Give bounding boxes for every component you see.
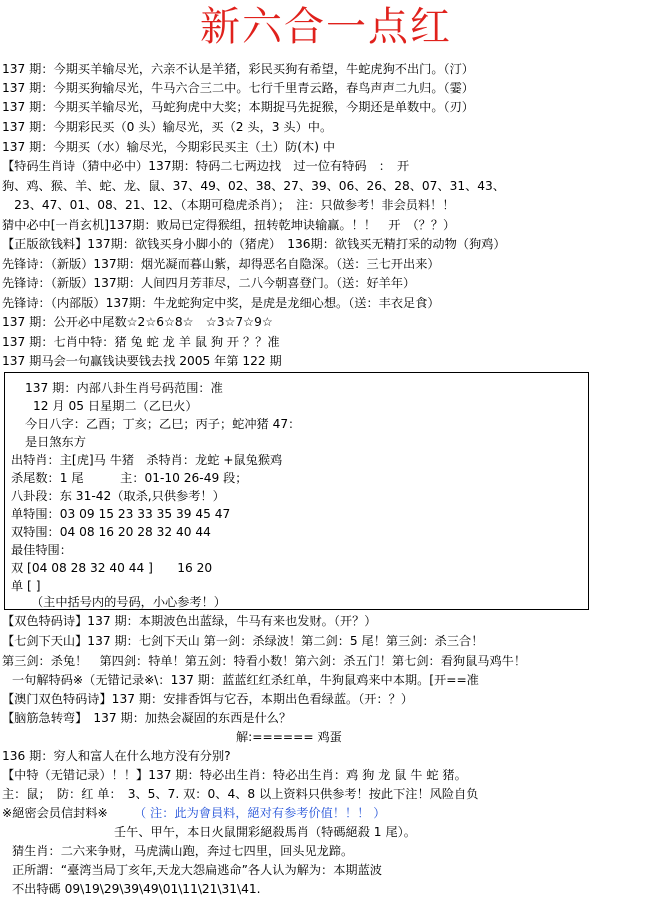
text-line: 【七剑下天山】137 期：七剑下天山 第一剑：杀绿波！第二剑：5 尾！第三剑：杀三合！ (2, 634, 484, 648)
box-line: 杀尾数：1 尾 主：01-10 26-49 段； (11, 471, 248, 485)
text-line: 137 期：今期买狗输尽光，牛马六合三二中。七行千里青云路，春鸟声声二九归。（霎） (2, 81, 474, 95)
text-line: 【双色特码诗】137 期：本期波色出蓝绿，牛马有来也发财。（开？） (2, 614, 377, 628)
box-line: 137 期：内部八卦生肖号码范围：准 (25, 381, 223, 395)
text-line: 137 期：七肖中特：猪 兔 蛇 龙 羊 鼠 狗 开 ？？准 (2, 335, 280, 349)
box-line: 双 [04 08 28 32 40 44 ] 16 20 (11, 561, 213, 575)
text-line: 正所謂：“臺湾当局丁亥年,天龙大怨扁逃命”各人认为解为：本期蓝波 (12, 863, 382, 877)
text-line: 137 期马会一句赢钱诀要钱去找 2005 年第 122 期 (2, 354, 282, 368)
box-line: （主中括号内的号码，小心参考！） (31, 595, 226, 609)
text-line: 先锋诗：（内部版）137期：牛龙蛇狗定中奖，是虎是龙细心想。（送：丰衣足食） (2, 296, 440, 310)
text-line: 【澳门双色特码诗】137 期：安排香饵与它吞，本期出色看绿蓝。（开：？） (2, 692, 414, 706)
text-line: 137 期：今期买羊输尽光，六亲不认是羊猪，彩民买狗有希望，牛蛇虎狗不出门。（汀） (2, 62, 474, 76)
text-line: 【特码生肖诗（猜中必中）137期：特码二七两边找 过一位有特码 ： 开 (2, 159, 410, 173)
text-line: 137 期：公开必中尾数☆2☆6☆8☆ ☆3☆7☆9☆ (2, 315, 273, 329)
text-line: 猜生肖：二六来争财，马虎满山跑，奔过七四里，回头见龙蹄。 (12, 844, 354, 858)
box-line: 是日煞东方 (25, 435, 86, 449)
box-line: 八卦段：东 31-42（取杀,只供参考！） (11, 489, 225, 503)
text-line: 主：鼠； 防：红 单： 3、5、7. 双：0、4、8 以上资料只供参考！按此下注！风险自负 (2, 787, 479, 801)
riddle-answer: 解:====== 鸡蛋 (236, 730, 342, 744)
page-title: 新六合一点红 (200, 4, 452, 50)
text-line: 狗、鸡、猴、羊、蛇、龙、鼠、37、49、02、38、27、39、06、26、28、07、31、43、 (2, 179, 505, 193)
member-note: （ 注：此为會員料，絕对有参考价值！！！ ） (134, 806, 386, 820)
text-line: 不出特碼 09\19\29\39\49\01\11\21\31\41. (12, 882, 261, 896)
box-line: 双特围：04 08 16 20 28 32 40 44 (11, 525, 211, 539)
bagua-info-box (4, 372, 589, 610)
box-line: 出特肖：主[虎]马 牛猪 杀特肖：龙蛇 +鼠兔猴鸡 (11, 453, 283, 467)
text-line: 【脑筋急转弯】 137 期：加热会凝固的东西是什么？ (2, 711, 292, 725)
text-line: 23、47、01、08、21、12、（本期可稳虎杀肖）； 注：只做参考！非会员料！！ (2, 198, 455, 212)
text-line: 猜中必中[一肖玄机]137期：败局已定得猴组，扭转乾坤诀输赢。！！ 开 （？？） (2, 218, 456, 232)
box-line: 单 [ ] (11, 579, 41, 593)
text-line: 第三剑：杀兔！ 第四剑：特单！第五剑：特看小数！第六剑：杀五门！第七剑：看狗鼠马鸡牛！ (2, 654, 527, 668)
text-line: 137 期：今期买羊输尽光，马蛇狗虎中大奖；本期捉马先捉猴，今期还是单数中。（刃） (2, 100, 474, 114)
box-line: 12 月 05 日星期二（乙巳火） (33, 399, 198, 413)
box-line: 单特围：03 09 15 23 33 35 39 45 47 (11, 507, 231, 521)
box-line: 今日八字：乙酉；丁亥；乙巳；丙子；蛇冲猪 47： (25, 417, 301, 431)
box-line: 最佳特围： (11, 543, 72, 557)
text-line: 壬午、甲午，本日火鼠開彩絕殺馬肖（特碼絕殺 1 尾）。 (114, 825, 416, 839)
text-line: 137 期：今期买（水）输尽光，今期彩民买主（土）防(木) 中 (2, 140, 336, 154)
text-line: 136 期：穷人和富人在什么地方没有分别? (2, 749, 231, 763)
text-line: 137 期：今期彩民买（0 头）输尽光，买（2 头，3 头）中。 (2, 120, 333, 134)
text-line: 先锋诗：（新版）137期：人间四月芳菲尽，二八今朝喜登门。（送：好羊年） (2, 276, 416, 290)
text-line: 【中特（无错记录）！！】137 期：特必出生肖：特必出生肖：鸡 狗 龙 鼠 牛 蛇 猪。 (2, 768, 467, 782)
member-note-label: ※絕密会员信封料※ (2, 806, 108, 820)
text-line: 一句解特码※（无错记录※\：137 期：蓝蓝红红杀红单，牛狗鼠鸡来中本期。[开==准 (12, 673, 479, 687)
text-line: 先锋诗：（新版）137期：烟光凝而暮山紫，却得恶名自隐深。（送：三七开出来） (2, 257, 440, 271)
text-line: 【正版欲钱料】137期：欲钱买身小脚小的（猪虎） 136期：欲钱买无精打采的动物（狗鸡） (2, 237, 506, 251)
